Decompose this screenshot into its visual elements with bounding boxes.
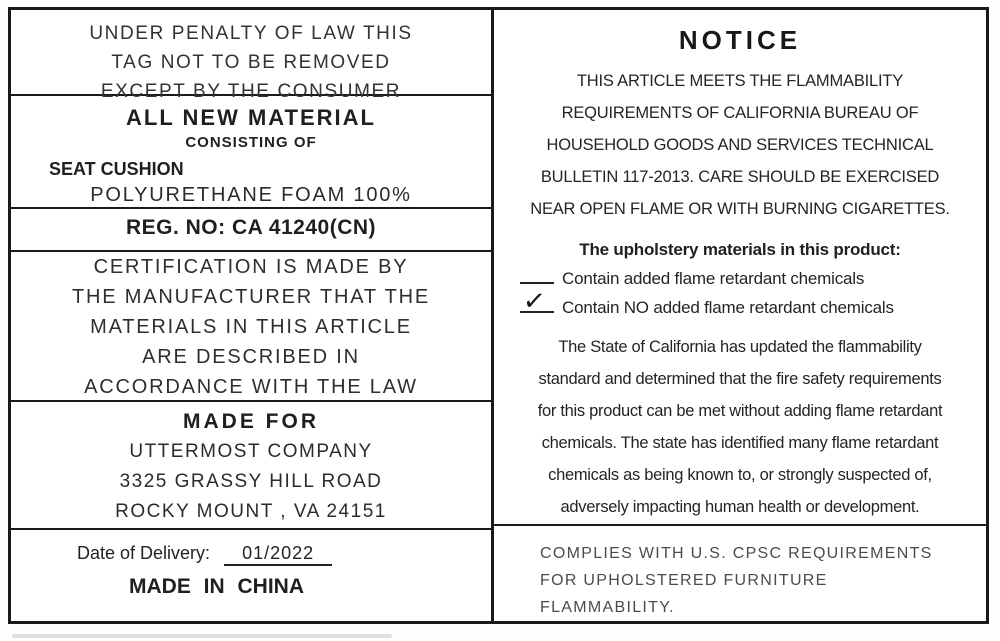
registration-number: REG. NO: CA 41240(CN): [125, 216, 377, 239]
certification-line: MATERIALS IN THIS ARTICLE: [90, 316, 412, 338]
option-contain-added: [520, 264, 894, 293]
made-in-china-text: MADE IN CHINA: [129, 575, 304, 598]
option-label: Contain NO added flame retardant chemicals: [562, 298, 894, 317]
date-of-delivery-label: Date of Delivery:: [77, 543, 211, 563]
state-paragraph-line: adversely impacting human health or development.: [560, 498, 920, 516]
made-for-title: MADE FOR: [183, 410, 319, 433]
cpsc-line: FOR UPHOLSTERED FURNITURE: [540, 572, 828, 589]
flammability-line: THIS ARTICLE MEETS THE FLAMMABILITY: [576, 72, 904, 90]
state-paragraph-line: for this product can be met without adding flame retardant: [537, 402, 943, 420]
certification-section: [11, 252, 491, 402]
flammability-line: NEAR OPEN FLAME OR WITH BURNING CIGARETTES.: [530, 200, 950, 218]
checked-blank-line: [520, 284, 554, 318]
certification-line: THE MANUFACTURER THAT THE: [72, 286, 430, 308]
state-paragraph-line: The State of California has updated the flammability: [558, 338, 922, 356]
cpsc-line: FLAMMABILITY.: [540, 599, 675, 616]
label-right-column: [494, 10, 986, 621]
penalty-line: TAG NOT TO BE REMOVED: [111, 52, 391, 73]
delivery-section: [11, 530, 491, 621]
material-item: SEAT CUSHION: [49, 159, 184, 179]
cpsc-line: COMPLIES WITH U.S. CPSC REQUIREMENTS: [540, 545, 933, 562]
material-subtitle: CONSISTING OF: [185, 134, 317, 151]
cpsc-compliance-section: [494, 526, 986, 621]
upholstery-heading: The upholstery materials in this product:: [579, 240, 901, 259]
flammability-line: REQUIREMENTS OF CALIFORNIA BUREAU OF: [561, 104, 919, 122]
date-of-delivery-row: [11, 543, 491, 566]
flammability-line: BULLETIN 117-2013. CARE SHOULD BE EXERCISED: [540, 168, 940, 186]
state-paragraph-line: chemicals as being known to, or strongly suspected of,: [548, 466, 932, 484]
state-paragraph-line: standard and determined that the fire safety requirements: [538, 370, 942, 388]
state-paragraph-line: chemicals. The state has identified many flame retardant: [541, 434, 939, 452]
made-for-company: UTTERMOST COMPANY: [129, 441, 373, 462]
checkmark-icon: ✓: [521, 284, 547, 318]
material-composition: POLYURETHANE FOAM 100%: [90, 184, 412, 206]
flame-retardant-options: [520, 264, 894, 322]
option-contain-no-added: [520, 284, 894, 322]
scan-artifact-smudge: [12, 634, 392, 638]
made-for-city: ROCKY MOUNT , VA 24151: [115, 501, 387, 522]
notice-section: [494, 10, 986, 526]
notice-title: NOTICE: [678, 25, 802, 55]
made-for-section: [11, 402, 491, 530]
material-title: ALL NEW MATERIAL: [126, 105, 376, 130]
certification-line: ARE DESCRIBED IN: [142, 346, 360, 368]
made-for-street: 3325 GRASSY HILL ROAD: [119, 471, 383, 492]
date-of-delivery-value: 01/2022: [224, 543, 332, 566]
material-section: [11, 96, 491, 209]
certification-line: CERTIFICATION IS MADE BY: [93, 256, 409, 278]
flammability-line: HOUSEHOLD GOODS AND SERVICES TECHNICAL: [546, 136, 934, 154]
penalty-section: [11, 10, 491, 102]
option-label: Contain added flame retardant chemicals: [562, 269, 865, 288]
penalty-line: EXCEPT BY THE CONSUMER: [100, 81, 402, 102]
flammability-paragraph: [494, 65, 986, 225]
label-left-column: [11, 10, 494, 621]
penalty-line: UNDER PENALTY OF LAW THIS: [89, 23, 413, 44]
registration-number-section: [11, 209, 491, 252]
unchecked-blank-line: [520, 281, 554, 284]
certification-line: ACCORDANCE WITH THE LAW: [84, 376, 418, 398]
label-border-box: [8, 7, 989, 624]
state-of-california-paragraph: [494, 331, 986, 523]
